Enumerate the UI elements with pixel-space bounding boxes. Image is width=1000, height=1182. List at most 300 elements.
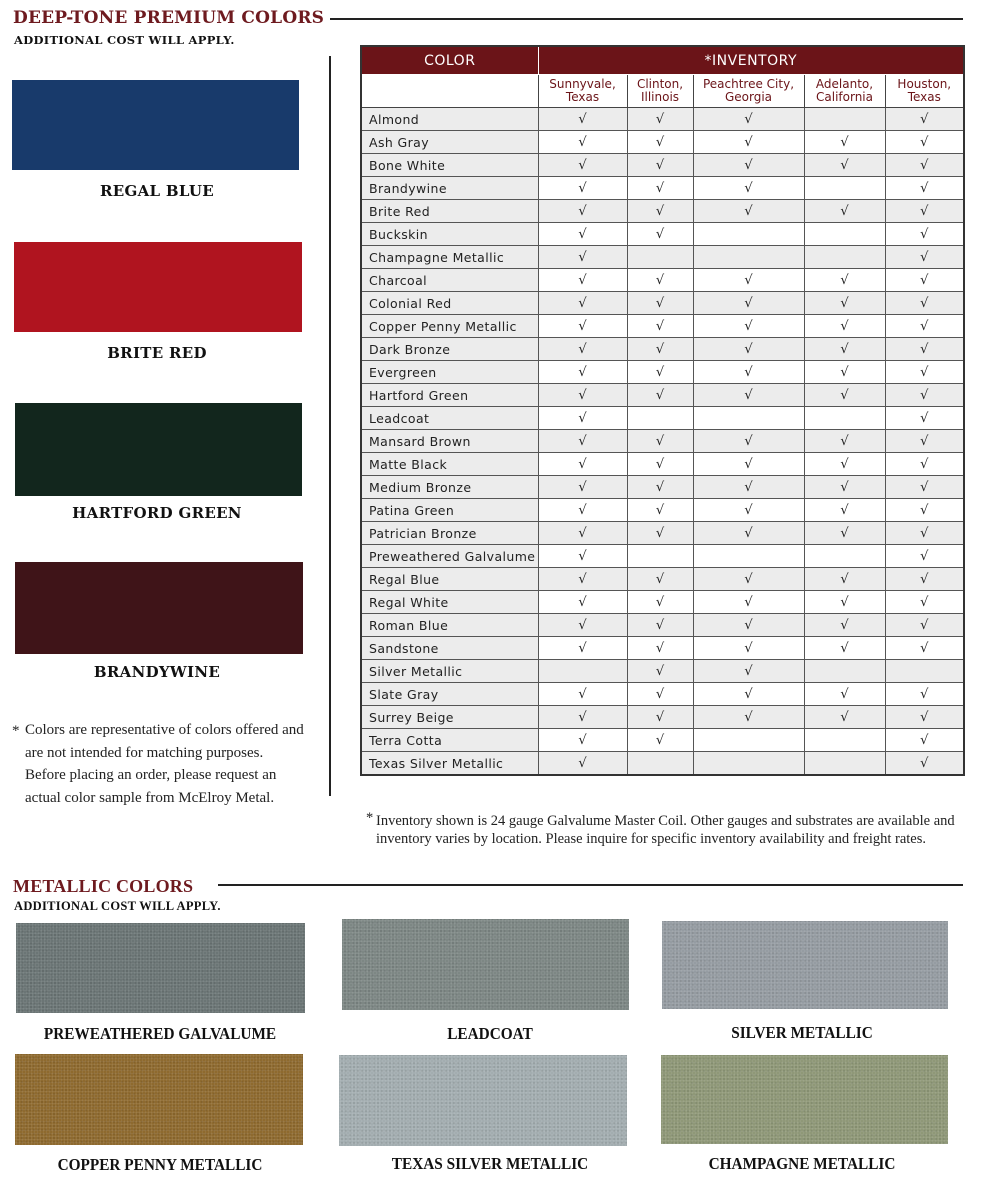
color-name-cell: Evergreen (361, 361, 538, 384)
swatch-regal-blue (12, 80, 299, 170)
availability-cell (627, 683, 693, 706)
check-icon: √ (744, 480, 753, 495)
availability-cell (804, 683, 885, 706)
availability-cell (885, 522, 964, 545)
availability-cell (693, 407, 804, 430)
location-header-sunnyvale (538, 75, 627, 108)
check-icon: √ (920, 112, 929, 127)
table-row (361, 476, 964, 499)
table-row (361, 200, 964, 223)
check-icon: √ (744, 572, 753, 587)
check-icon: √ (578, 710, 587, 725)
table-row (361, 154, 964, 177)
availability-cell (627, 246, 693, 269)
availability-cell (627, 108, 693, 131)
availability-cell (804, 338, 885, 361)
check-icon: √ (578, 388, 587, 403)
check-icon: √ (920, 457, 929, 472)
swatch-label-hartford-green: HARTFORD GREEN (72, 504, 242, 522)
availability-cell (885, 246, 964, 269)
availability-cell (627, 522, 693, 545)
availability-cell (804, 407, 885, 430)
table-row (361, 637, 964, 660)
availability-cell (538, 729, 627, 752)
availability-cell (693, 568, 804, 591)
availability-cell (538, 660, 627, 683)
availability-cell (627, 407, 693, 430)
location-line2: Texas (907, 90, 941, 104)
availability-cell (885, 223, 964, 246)
check-icon: √ (840, 595, 849, 610)
check-icon: √ (578, 480, 587, 495)
availability-cell (693, 315, 804, 338)
check-icon: √ (655, 733, 665, 748)
availability-cell (885, 752, 964, 776)
availability-cell (693, 614, 804, 637)
availability-cell (885, 453, 964, 476)
check-icon: √ (578, 273, 587, 288)
location-line1: Sunnyvale, (549, 77, 616, 91)
swatch-leadcoat (342, 919, 629, 1010)
check-icon: √ (578, 342, 587, 357)
check-icon: √ (920, 181, 929, 196)
availability-cell (538, 476, 627, 499)
swatch-champagne-metallic (661, 1055, 948, 1144)
availability-cell (693, 338, 804, 361)
color-name-cell: Roman Blue (361, 614, 538, 637)
availability-cell (804, 522, 885, 545)
check-icon: √ (578, 618, 587, 633)
check-icon: √ (655, 710, 665, 725)
check-icon: √ (744, 135, 753, 150)
check-icon: √ (655, 503, 665, 518)
availability-cell (693, 637, 804, 660)
availability-cell (693, 430, 804, 453)
availability-cell (804, 269, 885, 292)
check-icon: √ (578, 526, 587, 541)
availability-cell (693, 522, 804, 545)
availability-cell (804, 591, 885, 614)
table-row (361, 108, 964, 131)
availability-cell (804, 614, 885, 637)
availability-cell (627, 131, 693, 154)
table-row (361, 223, 964, 246)
availability-cell (538, 499, 627, 522)
location-line2: Texas (565, 90, 600, 104)
swatch-label-leadcoat: LEADCOAT (447, 1024, 533, 1043)
check-icon: √ (744, 710, 753, 725)
metallic-subtitle: ADDITIONAL COST WILL APPLY. (14, 899, 221, 913)
check-icon: √ (920, 158, 929, 173)
note-text: Colors are representative of colors offered and are not intended for matching purposes. Before placing an order, please request an actual color sample from McElroy Metal. (25, 722, 304, 806)
availability-cell (538, 545, 627, 568)
check-icon: √ (840, 687, 849, 702)
check-icon: √ (840, 710, 849, 725)
metallic-title-text: METALLIC COLORS (13, 876, 194, 896)
availability-cell (627, 614, 693, 637)
availability-cell (538, 752, 627, 776)
color-name-cell: Sandstone (361, 637, 538, 660)
availability-cell (804, 637, 885, 660)
check-icon: √ (578, 365, 587, 380)
check-icon: √ (840, 158, 849, 173)
check-icon: √ (920, 250, 929, 265)
check-icon: √ (920, 572, 929, 587)
color-name-cell: Slate Gray (361, 683, 538, 706)
check-icon: √ (920, 710, 929, 725)
swatch-brite-red (14, 242, 302, 332)
table-row (361, 706, 964, 729)
check-icon: √ (840, 572, 849, 587)
check-icon: √ (655, 526, 665, 541)
availability-cell (804, 131, 885, 154)
note-asterisk: * (12, 723, 20, 739)
availability-cell (693, 269, 804, 292)
availability-cell (885, 154, 964, 177)
check-icon: √ (578, 595, 587, 610)
availability-cell (538, 200, 627, 223)
check-icon: √ (744, 457, 753, 472)
availability-cell (804, 453, 885, 476)
swatch-silver-metallic (662, 921, 948, 1009)
color-column-header: COLOR (361, 46, 538, 75)
check-icon: √ (920, 342, 929, 357)
availability-cell (693, 131, 804, 154)
table-row (361, 131, 964, 154)
availability-cell (885, 315, 964, 338)
location-line1: Houston, (897, 77, 952, 91)
inventory-table (360, 45, 965, 776)
color-name-cell: Texas Silver Metallic (361, 752, 538, 776)
location-line1: Peachtree City, (702, 77, 795, 91)
check-icon: √ (578, 158, 587, 173)
check-icon: √ (744, 526, 753, 541)
availability-cell (804, 108, 885, 131)
availability-cell (538, 522, 627, 545)
check-icon: √ (920, 388, 929, 403)
location-line1: Adelanto, (815, 77, 874, 91)
deep-tone-title-rule (330, 18, 963, 20)
availability-cell (885, 591, 964, 614)
availability-cell (538, 108, 627, 131)
availability-cell (693, 752, 804, 776)
location-header-clinton (627, 75, 693, 108)
availability-cell (627, 200, 693, 223)
availability-cell (538, 614, 627, 637)
check-icon: √ (920, 503, 929, 518)
availability-cell (693, 292, 804, 315)
check-icon: √ (655, 273, 665, 288)
availability-cell (804, 545, 885, 568)
table-row (361, 384, 964, 407)
check-icon: √ (920, 526, 929, 541)
availability-cell (885, 407, 964, 430)
check-icon: √ (655, 457, 665, 472)
check-icon: √ (655, 641, 665, 656)
availability-cell (538, 246, 627, 269)
check-icon: √ (920, 595, 929, 610)
availability-cell (804, 223, 885, 246)
check-icon: √ (744, 388, 753, 403)
swatch-hartford-green (15, 403, 302, 496)
check-icon: √ (655, 618, 665, 633)
availability-cell (804, 384, 885, 407)
color-name-cell: Mansard Brown (361, 430, 538, 453)
availability-cell (538, 338, 627, 361)
check-icon: √ (655, 158, 665, 173)
check-icon: √ (840, 319, 849, 334)
availability-cell (885, 545, 964, 568)
check-icon: √ (840, 641, 849, 656)
check-icon: √ (578, 411, 587, 426)
availability-cell (538, 706, 627, 729)
color-name-cell: Matte Black (361, 453, 538, 476)
color-name-cell: Copper Penny Metallic (361, 315, 538, 338)
availability-cell (693, 177, 804, 200)
location-header-peachtree (693, 75, 804, 108)
check-icon: √ (578, 687, 587, 702)
inventory-table-body (361, 108, 964, 776)
inventory-note-asterisk: * (366, 810, 374, 826)
availability-cell (804, 200, 885, 223)
availability-cell (538, 292, 627, 315)
availability-cell (627, 706, 693, 729)
availability-cell (627, 292, 693, 315)
color-name-cell: Hartford Green (361, 384, 538, 407)
check-icon: √ (655, 135, 665, 150)
availability-cell (627, 223, 693, 246)
table-row (361, 522, 964, 545)
color-name-cell: Patina Green (361, 499, 538, 522)
check-icon: √ (840, 342, 849, 357)
swatch-preweathered-galvalume (16, 923, 305, 1013)
color-name-cell: Brite Red (361, 200, 538, 223)
table-row (361, 545, 964, 568)
availability-cell (804, 729, 885, 752)
check-icon: √ (655, 595, 665, 610)
availability-cell (693, 246, 804, 269)
check-icon: √ (744, 365, 753, 380)
check-icon: √ (655, 319, 665, 334)
availability-cell (538, 430, 627, 453)
availability-cell (885, 476, 964, 499)
table-row (361, 614, 964, 637)
swatch-label-brandywine: BRANDYWINE (93, 663, 221, 681)
availability-cell (627, 545, 693, 568)
table-row (361, 292, 964, 315)
check-icon: √ (655, 572, 665, 587)
swatch-label-copper-penny-metallic: COPPER PENNY METALLIC (57, 1155, 263, 1174)
table-row (361, 177, 964, 200)
check-icon: √ (655, 365, 665, 380)
swatch-texas-silver-metallic (339, 1055, 627, 1146)
table-row (361, 568, 964, 591)
availability-cell (538, 591, 627, 614)
availability-cell (627, 384, 693, 407)
check-icon: √ (744, 296, 753, 311)
availability-cell (627, 476, 693, 499)
check-icon: √ (920, 480, 929, 495)
table-row (361, 683, 964, 706)
color-name-cell: Regal White (361, 591, 538, 614)
swatch-label-silver-metallic: SILVER METALLIC (731, 1023, 873, 1042)
availability-cell (804, 476, 885, 499)
check-icon: √ (920, 319, 929, 334)
color-name-cell: Leadcoat (361, 407, 538, 430)
availability-cell (885, 361, 964, 384)
availability-cell (885, 706, 964, 729)
color-name-cell: Terra Cotta (361, 729, 538, 752)
table-row (361, 752, 964, 776)
color-name-cell: Bone White (361, 154, 538, 177)
availability-cell (538, 637, 627, 660)
availability-cell (885, 338, 964, 361)
availability-cell (693, 729, 804, 752)
check-icon: √ (655, 181, 665, 196)
availability-cell (693, 499, 804, 522)
check-icon: √ (578, 112, 587, 127)
swatch-brandywine (15, 562, 303, 654)
availability-cell (627, 729, 693, 752)
availability-cell (885, 384, 964, 407)
check-icon: √ (744, 158, 753, 173)
color-name-cell: Ash Gray (361, 131, 538, 154)
availability-cell (804, 430, 885, 453)
check-icon: √ (840, 135, 849, 150)
check-icon: √ (655, 227, 665, 242)
check-icon: √ (744, 112, 753, 127)
availability-cell (627, 568, 693, 591)
availability-cell (627, 154, 693, 177)
color-name-cell: Preweathered Galvalume (361, 545, 538, 568)
check-icon: √ (578, 227, 587, 242)
swatch-label-champagne-metallic: CHAMPAGNE METALLIC (708, 1154, 896, 1173)
location-line1: Clinton, (636, 77, 684, 91)
table-row (361, 315, 964, 338)
availability-cell (693, 476, 804, 499)
availability-cell (538, 683, 627, 706)
check-icon: √ (840, 526, 849, 541)
color-name-cell: Silver Metallic (361, 660, 538, 683)
color-disclaimer-note (12, 719, 312, 809)
availability-cell (693, 591, 804, 614)
availability-cell (804, 177, 885, 200)
table-row (361, 407, 964, 430)
check-icon: √ (744, 664, 753, 679)
inventory-note-text: Inventory shown is 24 gauge Galvalume Master Coil. Other gauges and substrates are available and inventory varies by location. Please inquire for specific inventory availability and freight rates. (376, 813, 955, 847)
availability-cell (804, 154, 885, 177)
availability-cell (885, 683, 964, 706)
check-icon: √ (578, 572, 587, 587)
check-icon: √ (920, 365, 929, 380)
availability-cell (885, 430, 964, 453)
availability-cell (885, 637, 964, 660)
check-icon: √ (655, 342, 665, 357)
check-icon: √ (744, 273, 753, 288)
check-icon: √ (744, 342, 753, 357)
check-icon: √ (840, 388, 849, 403)
metallic-title-rule (218, 884, 963, 886)
availability-cell (885, 499, 964, 522)
check-icon: √ (578, 756, 587, 771)
check-icon: √ (920, 756, 929, 771)
check-icon: √ (578, 457, 587, 472)
table-header-row (361, 46, 964, 75)
check-icon: √ (840, 365, 849, 380)
availability-cell (885, 177, 964, 200)
swatch-label-regal-blue: REGAL BLUE (99, 182, 215, 200)
availability-cell (693, 384, 804, 407)
availability-cell (885, 108, 964, 131)
availability-cell (885, 568, 964, 591)
availability-cell (693, 200, 804, 223)
availability-cell (804, 752, 885, 776)
availability-cell (885, 292, 964, 315)
availability-cell (627, 269, 693, 292)
check-icon: √ (840, 457, 849, 472)
availability-cell (804, 499, 885, 522)
check-icon: √ (578, 181, 587, 196)
check-icon: √ (578, 319, 587, 334)
check-icon: √ (655, 204, 665, 219)
availability-cell (804, 315, 885, 338)
color-name-cell: Champagne Metallic (361, 246, 538, 269)
check-icon: √ (840, 204, 849, 219)
availability-cell (627, 660, 693, 683)
color-name-cell: Regal Blue (361, 568, 538, 591)
availability-cell (693, 453, 804, 476)
check-icon: √ (578, 250, 587, 265)
table-row (361, 591, 964, 614)
availability-cell (804, 568, 885, 591)
availability-cell (627, 453, 693, 476)
availability-cell (693, 108, 804, 131)
location-header-row (361, 75, 964, 108)
availability-cell (627, 637, 693, 660)
check-icon: √ (744, 641, 753, 656)
table-row (361, 499, 964, 522)
color-name-cell: Almond (361, 108, 538, 131)
deep-tone-title (13, 8, 324, 28)
availability-cell (538, 223, 627, 246)
inventory-column-header: *INVENTORY (538, 46, 964, 75)
availability-cell (627, 338, 693, 361)
availability-cell (804, 706, 885, 729)
availability-cell (885, 269, 964, 292)
check-icon: √ (744, 595, 753, 610)
table-row (361, 729, 964, 752)
availability-cell (804, 246, 885, 269)
check-icon: √ (744, 618, 753, 633)
color-name-cell: Medium Bronze (361, 476, 538, 499)
check-icon: √ (920, 227, 929, 242)
availability-cell (538, 361, 627, 384)
table-row (361, 269, 964, 292)
check-icon: √ (920, 733, 929, 748)
check-icon: √ (920, 687, 929, 702)
color-name-cell: Brandywine (361, 177, 538, 200)
availability-cell (538, 131, 627, 154)
table-row (361, 453, 964, 476)
availability-cell (627, 361, 693, 384)
availability-cell (538, 453, 627, 476)
check-icon: √ (578, 204, 587, 219)
availability-cell (538, 154, 627, 177)
check-icon: √ (920, 641, 929, 656)
check-icon: √ (840, 618, 849, 633)
check-icon: √ (920, 549, 929, 564)
check-icon: √ (578, 503, 587, 518)
